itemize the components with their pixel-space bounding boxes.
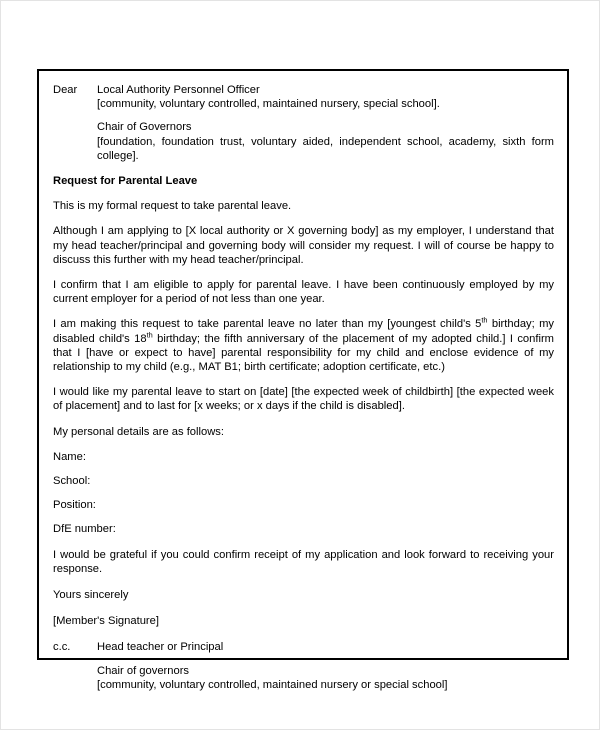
- spacer: [53, 464, 554, 474]
- paragraph-timing: [53, 317, 554, 374]
- spacer: [53, 414, 554, 425]
- spacer: [53, 628, 554, 640]
- spacer: [97, 655, 554, 664]
- salutation-recipients: [97, 83, 554, 163]
- spacer: [53, 576, 554, 588]
- salutation-label: Dear: [53, 84, 78, 96]
- field-label-school: School:: [53, 475, 91, 488]
- recipient-two-name: Chair of Governors: [97, 121, 192, 134]
- carbon-copy-label: c.c.: [53, 641, 71, 654]
- paragraph-employer: Although I am applying to [X local authority or X governing body] as my employer, I understand that my head teacher/principal and governing body will consider my request. I will of course be happy to discuss this further with my head teacher/principal.: [53, 225, 554, 266]
- paragraph-intro: This is my formal request to take parental leave.: [53, 200, 292, 213]
- spacer: [53, 267, 554, 278]
- spacer: [53, 537, 554, 548]
- spacer: [97, 111, 554, 120]
- cc-recipient-two-note: [community, voluntary controlled, maintained nursery or special school]: [97, 678, 448, 691]
- field-label-dfe-number: DfE number:: [53, 523, 116, 536]
- spacer: [53, 512, 554, 522]
- spacer: [53, 188, 554, 199]
- recipient-one-name: Local Authority Personnel Officer: [97, 84, 260, 96]
- cc-recipient-two-name: Chair of governors: [97, 664, 190, 677]
- carbon-copy-recipients: [97, 640, 554, 692]
- paragraph-closing-request: I would be grateful if you could confirm receipt of my application and look forward to receiving your response.: [53, 548, 554, 575]
- spacer: [53, 213, 554, 224]
- spacer: [53, 163, 554, 174]
- signature-placeholder: [Member's Signature]: [53, 615, 159, 628]
- spacer: [53, 374, 554, 385]
- paragraph-details-intro: My personal details are as follows:: [53, 425, 224, 438]
- field-label-name: Name:: [53, 450, 86, 463]
- letter-frame: [37, 69, 569, 691]
- spacer: [53, 439, 554, 450]
- timing-text-part-2: birthday; my disabled child's 18: [53, 318, 554, 345]
- letter-body: [39, 71, 567, 702]
- spacer: [53, 306, 554, 317]
- ordinal-suffix-18th: th: [146, 329, 153, 339]
- recipient-one-note: [community, voluntary controlled, maintained nursery, special school].: [97, 98, 440, 111]
- ordinal-suffix-5th: th: [481, 315, 488, 325]
- timing-text-part-1: I am making this request to take parental leave no later than my [youngest child's 5: [53, 318, 482, 331]
- carbon-copy-block: [53, 640, 554, 692]
- spacer: [53, 488, 554, 498]
- cc-recipient-one: Head teacher or Principal: [97, 641, 224, 654]
- salutation-block: [53, 83, 554, 163]
- paragraph-eligibility: I confirm that I am eligible to apply for parental leave. I have been continuously employed by my current employer for a period of not less than one year.: [53, 279, 554, 306]
- recipient-two-note: [foundation, foundation trust, voluntary aided, independent school, academy, sixth form college].: [97, 135, 554, 162]
- timing-text-part-3: birthday; the fifth anniversary of the placement of my adopted child.] I confirm that I [have or expect to have] parental responsibility for my child and enclose evidence of my relationship to my child (e.g., MAT B1; birth certificate; adoption certificate, etc.): [53, 332, 555, 374]
- paragraph-dates: I would like my parental leave to start on [date] [the expected week of childbirth] [the expected week of placement] and to last for [x weeks; or x days if the child is disabled].: [53, 386, 554, 413]
- subject-heading: Request for Parental Leave: [53, 175, 198, 188]
- spacer: [53, 602, 554, 614]
- valediction: Yours sincerely: [53, 589, 129, 602]
- field-label-position: Position:: [53, 499, 96, 512]
